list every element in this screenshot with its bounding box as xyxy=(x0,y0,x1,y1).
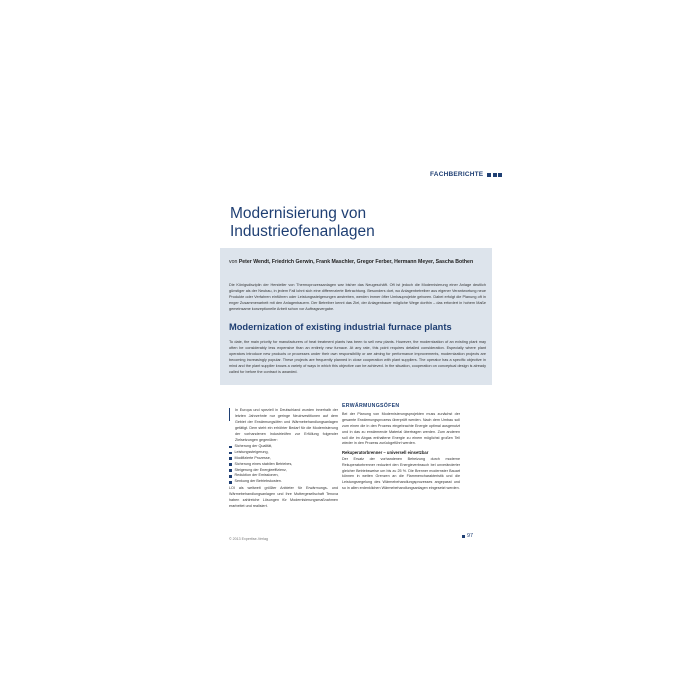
list-item-text: Sicherung eines stabilen Betriebes, xyxy=(234,461,293,466)
article-title-line1: Modernisierung von xyxy=(230,205,367,222)
closing-paragraph: LOI als weltweit größter Anbieter für Erwärmungs- und Wärmebehandlungsanlagen und ihre Muttergesellschaft Tenova haben zahlreiche Lösungen für Modernisierungsmaßnahmen erarbeitet und realisiert. xyxy=(229,485,338,508)
intro-marker xyxy=(229,408,230,421)
bullet-square-icon xyxy=(229,452,232,455)
subsection-heading: Rekuperatorbrenner – universell einsetzbar xyxy=(342,450,429,456)
section-marks xyxy=(487,173,502,177)
bullet-square-icon xyxy=(229,446,232,449)
article-title xyxy=(230,205,490,241)
list-item-text: Reduktion der Emissionen, xyxy=(234,473,279,478)
bullet-square-icon xyxy=(229,481,232,484)
page-number: 97 xyxy=(467,533,474,539)
intro-text: In Europa und speziell in Deutschland wurden innerhalb der letzten Jahrzehnte nur geringe Neuinvestitionen auf dem Gebiet der Erwärmungsöfen und Wärmebehandlungsanlagen getätigt. Dem steht ein erhöhter Bedarf für die Modernisierung der vorhandenen Industrieöfen zur Erfüllung folgender Zielsetzungen gegenüber: xyxy=(235,408,338,442)
section-mark xyxy=(498,173,502,177)
authors xyxy=(229,259,479,267)
authors-names: Peter Wendt, Friedrich Gerwin, Frank Maschler, Gregor Ferber, Hermann Meyer, Sascha Bothen xyxy=(238,259,474,265)
section-mark xyxy=(487,173,491,177)
goals-list xyxy=(229,444,338,485)
article-title-line2: Industrieofenanlagen xyxy=(230,223,375,240)
list-item-text: Sicherung der Qualität, xyxy=(234,443,273,448)
section-label: FACHBERICHTE xyxy=(430,171,484,178)
bullet-square-icon xyxy=(229,475,232,478)
body-column-left xyxy=(229,408,338,509)
footer-copyright: © 2013 Expertise-Verlag xyxy=(229,537,269,541)
list-item-text: Senkung der Betriebskosten. xyxy=(234,479,282,484)
list-item-text: Steigerung der Energieeffizienz, xyxy=(234,467,287,472)
section-heading: ERWÄRMUNGSÖFEN xyxy=(342,403,400,409)
english-title: Modernization of existing industrial furnace plants xyxy=(229,322,452,332)
page-marker-icon xyxy=(462,535,465,538)
body-column-right xyxy=(342,404,460,492)
abstract-english: To date, the main priority for manufacturers of heat treatment plants has been to sell new plants. However, the modernization of an existing plant may often be considerably less expensive than an entirely new furnace. At any rate, this point requires detailed consideration. Especially where plant operators introduce new products or processes under their own responsibility or are aiming for performance improvements, modernization projects are becoming increasingly popular. These projects are frequently planned in close cooperation with plant suppliers. The operator has a specific objective in mind and the plant supplier knows a variety of ways in which this objective can be achieved. In the situation, cooperation on conceptual design is already called for before the contract is awarded. xyxy=(229,340,486,375)
intro-paragraph xyxy=(229,408,338,443)
list-item-text: Leistungssteigerung, xyxy=(234,449,269,454)
section-paragraph: Bei der Planung von Modernisierungsprojekten muss zunächst der gesamte Erwärmungsprozess überprüft werden. Nach dem Umbau soll zum einen die in den Prozess eingebrachte Energie optimal ausgenutzt und in das zu erwärmende Material übertragen werden. Zum anderen soll die im Abgas enthaltene Energie zu einem möglichst großen Teil wieder in den Prozess zurückgeführt werden. xyxy=(342,411,460,446)
section-mark xyxy=(493,173,497,177)
bullet-square-icon xyxy=(229,463,232,466)
abstract-german: Die Königsdisziplin der Hersteller von Thermoprozessanlagen war bisher das Neugeschäft. Oft ist jedoch die Modernisierung einer Anlage deutlich günstiger als der Neubau, in jedem Fall lohnt sich eine differenzierte Betrachtung. Besonders dort, wo Anlagenbetreiber aus eigener Verantwortung neue Produkte oder Verfahren einführen oder Leistungssteigerungen anstreben, werden immer öfter Umbauprojekte geboren. Dabei erfolgt die Planung oft in enger Zusammenarbeit mit den Anlagenbauern. Der Betreiber kennt das Ziel, der Anlagenbauer mögliche Wege dorthin – das erfordert in hohem Maße gemeinsame konzeptionelle Arbeit schon vor Auftragsvergabe. xyxy=(229,283,486,312)
list-item xyxy=(229,479,338,485)
subsection-paragraph: Der Ersatz der vorhandenen Beheizung durch moderne Rekuperatorbrenner reduziert den Energieverbrauch bei unveränderter gleicher Betriebsweise um bis zu 25 %. Die Brenner modernster Bauart können in weiten Grenzen an die Flammencharakteristik und die Leistungsregelung des Wärmebehandlungsprozesses angepasst und so in allen erdenklichen Wärmebehandlungsanlagen eingesetzt werden. xyxy=(342,456,460,491)
bullet-square-icon xyxy=(229,469,232,472)
list-item-text: Modifizierte Prozesse, xyxy=(234,455,271,460)
authors-prefix: von xyxy=(229,259,238,265)
section-header xyxy=(430,171,502,178)
footer-page xyxy=(462,533,473,539)
bullet-square-icon xyxy=(229,457,232,460)
